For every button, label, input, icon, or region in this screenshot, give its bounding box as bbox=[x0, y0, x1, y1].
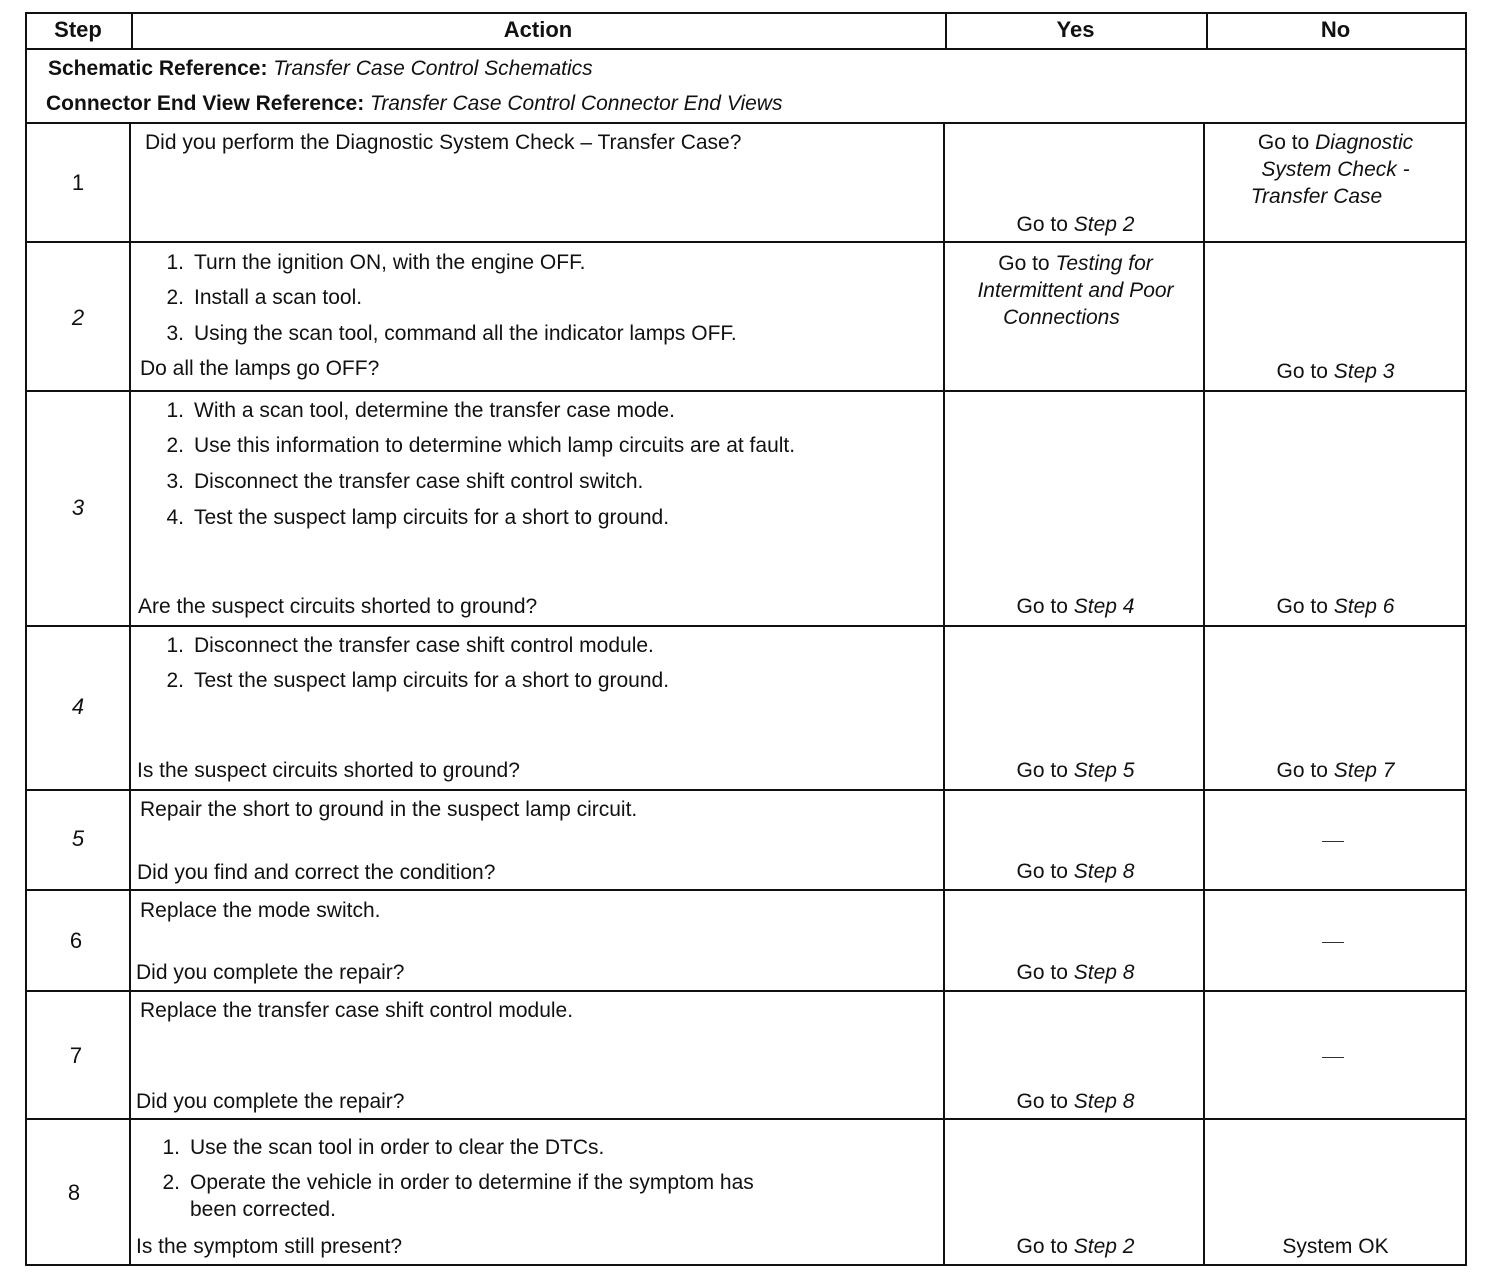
yes-result[interactable] bbox=[945, 1233, 1206, 1260]
go-to-text: Go to bbox=[1016, 1090, 1068, 1113]
step-link[interactable]: Step 8 bbox=[1073, 961, 1135, 984]
table-border-top bbox=[25, 12, 1467, 14]
step-number: 7 bbox=[69, 1043, 83, 1068]
table-border-right bbox=[1465, 12, 1467, 1266]
no-result[interactable] bbox=[1206, 129, 1465, 210]
row-rule-1 bbox=[25, 241, 1467, 243]
list-item-text: Disconnect the transfer case shift control switch. bbox=[194, 470, 644, 493]
schematic-reference-label: Schematic Reference: bbox=[48, 57, 268, 80]
go-to-text: Go to bbox=[1016, 213, 1068, 236]
list-item-text: Use the scan tool in order to clear the DTCs. bbox=[190, 1136, 605, 1159]
row-rule-5 bbox=[25, 889, 1467, 891]
yes-result[interactable] bbox=[945, 1088, 1206, 1115]
yes-result[interactable] bbox=[945, 959, 1206, 986]
row-rule-4 bbox=[25, 789, 1467, 791]
step-number: 2 bbox=[71, 305, 85, 330]
row-rule-3 bbox=[25, 625, 1467, 627]
list-number: 3. bbox=[166, 470, 184, 493]
step-link[interactable]: Step 2 bbox=[1073, 1235, 1135, 1258]
connector-reference-label: Connector End View Reference: bbox=[46, 92, 365, 115]
question-text: Do all the lamps go OFF? bbox=[140, 357, 380, 380]
question-text: Did you complete the repair? bbox=[136, 961, 405, 984]
connector-reference bbox=[46, 92, 782, 116]
header-yes: Yes bbox=[1056, 17, 1095, 42]
step-link[interactable]: Step 5 bbox=[1073, 759, 1135, 782]
list-item-text: Test the suspect lamp circuits for a short to ground. bbox=[194, 669, 670, 692]
question-text: Is the symptom still present? bbox=[136, 1235, 403, 1258]
list-number: 2. bbox=[162, 1171, 180, 1194]
procedure-link-line[interactable]: Connections bbox=[1003, 306, 1120, 329]
yes-result[interactable] bbox=[945, 593, 1206, 620]
yes-result[interactable] bbox=[945, 858, 1206, 885]
step-number: 4 bbox=[71, 694, 85, 719]
list-number: 1. bbox=[166, 251, 184, 274]
list-item-text: Install a scan tool. bbox=[194, 286, 363, 309]
yes-result[interactable] bbox=[945, 250, 1206, 331]
procedure-link-line[interactable]: Testing for bbox=[1055, 252, 1153, 275]
no-result[interactable] bbox=[1206, 757, 1465, 784]
no-result-dash bbox=[1322, 841, 1344, 842]
step-number: 3 bbox=[71, 495, 85, 520]
procedure-link-line[interactable]: System Check - bbox=[1261, 158, 1410, 181]
go-to-text: Go to bbox=[1016, 759, 1068, 782]
step-number: 8 bbox=[67, 1180, 81, 1205]
list-item-text: Operate the vehicle in order to determine if the symptom has bbox=[190, 1171, 754, 1194]
list-item-text: Using the scan tool, command all the indicator lamps OFF. bbox=[194, 322, 737, 345]
step-link[interactable]: Step 2 bbox=[1073, 213, 1135, 236]
go-to-text: Go to bbox=[1016, 1235, 1068, 1258]
step-number: 1 bbox=[71, 170, 85, 195]
row-rule-7 bbox=[25, 1118, 1467, 1120]
header-step: Step bbox=[54, 17, 102, 42]
list-number: 4. bbox=[166, 506, 184, 529]
step-link[interactable]: Step 8 bbox=[1073, 1090, 1135, 1113]
list-number: 1. bbox=[166, 399, 184, 422]
table-border-left bbox=[25, 12, 27, 1266]
action-text: Replace the mode switch. bbox=[140, 899, 381, 922]
row-rule-2 bbox=[25, 390, 1467, 392]
procedure-link-line[interactable]: Diagnostic bbox=[1315, 131, 1414, 154]
question-text: Is the suspect circuits shorted to ground? bbox=[137, 759, 520, 782]
step-number: 6 bbox=[69, 928, 83, 953]
step-link[interactable]: Step 8 bbox=[1073, 860, 1135, 883]
procedure-link-line[interactable]: Transfer Case bbox=[1250, 185, 1383, 208]
schematic-reference bbox=[48, 57, 593, 81]
action-text: Replace the transfer case shift control module. bbox=[140, 999, 574, 1022]
procedure-link-line[interactable]: Intermittent and Poor bbox=[977, 279, 1174, 302]
step-number: 5 bbox=[71, 826, 85, 851]
go-to-text: Go to bbox=[1016, 860, 1068, 883]
go-to-text: Go to bbox=[1276, 759, 1328, 782]
list-item-text: Test the suspect lamp circuits for a short to ground. bbox=[194, 506, 670, 529]
no-result-dash bbox=[1322, 942, 1344, 943]
list-item-text: been corrected. bbox=[190, 1198, 336, 1221]
yes-result[interactable] bbox=[945, 211, 1206, 238]
list-number: 1. bbox=[166, 634, 184, 657]
no-result: System OK bbox=[1282, 1235, 1389, 1258]
go-to-text: Go to bbox=[1016, 595, 1068, 618]
go-to-text: Go to bbox=[1257, 131, 1310, 154]
step-link[interactable]: Step 6 bbox=[1333, 595, 1395, 618]
step-link[interactable]: Step 3 bbox=[1333, 360, 1395, 383]
list-number: 2. bbox=[166, 669, 184, 692]
no-result[interactable] bbox=[1206, 358, 1465, 385]
list-item-text: Turn the ignition ON, with the engine OFF. bbox=[194, 251, 586, 274]
connector-reference-link[interactable]: Transfer Case Control Connector End Views bbox=[370, 92, 783, 115]
list-number: 1. bbox=[162, 1136, 180, 1159]
go-to-text: Go to bbox=[998, 252, 1050, 275]
row-rule-6 bbox=[25, 990, 1467, 992]
step-link[interactable]: Step 7 bbox=[1333, 759, 1395, 782]
list-number: 2. bbox=[166, 434, 184, 457]
question-text: Are the suspect circuits shorted to ground? bbox=[138, 595, 538, 618]
action-text: Did you perform the Diagnostic System Check – Transfer Case? bbox=[145, 131, 742, 154]
action-text: Repair the short to ground in the suspect lamp circuit. bbox=[140, 798, 638, 821]
header-action: Action bbox=[503, 17, 573, 42]
question-text: Did you find and correct the condition? bbox=[137, 861, 496, 884]
list-item-text: With a scan tool, determine the transfer case mode. bbox=[194, 399, 675, 422]
list-number: 3. bbox=[166, 322, 184, 345]
header-rule bbox=[25, 48, 1467, 50]
no-result[interactable] bbox=[1206, 593, 1465, 620]
header-no: No bbox=[1320, 17, 1351, 42]
go-to-text: Go to bbox=[1016, 961, 1068, 984]
question-text: Did you complete the repair? bbox=[136, 1090, 405, 1113]
no-result-dash bbox=[1322, 1057, 1344, 1058]
list-item-text: Use this information to determine which lamp circuits are at fault. bbox=[194, 434, 796, 457]
schematic-reference-link[interactable]: Transfer Case Control Schematics bbox=[273, 57, 593, 80]
go-to-text: Go to bbox=[1276, 595, 1328, 618]
step-link[interactable]: Step 4 bbox=[1073, 595, 1135, 618]
table-border-bottom bbox=[25, 1264, 1467, 1266]
yes-result[interactable] bbox=[945, 757, 1206, 784]
go-to-text: Go to bbox=[1276, 360, 1328, 383]
list-number: 2. bbox=[166, 286, 184, 309]
reference-rule bbox=[25, 122, 1467, 124]
list-item-text: Disconnect the transfer case shift control module. bbox=[194, 634, 654, 657]
diagnostic-table bbox=[25, 12, 1467, 1266]
